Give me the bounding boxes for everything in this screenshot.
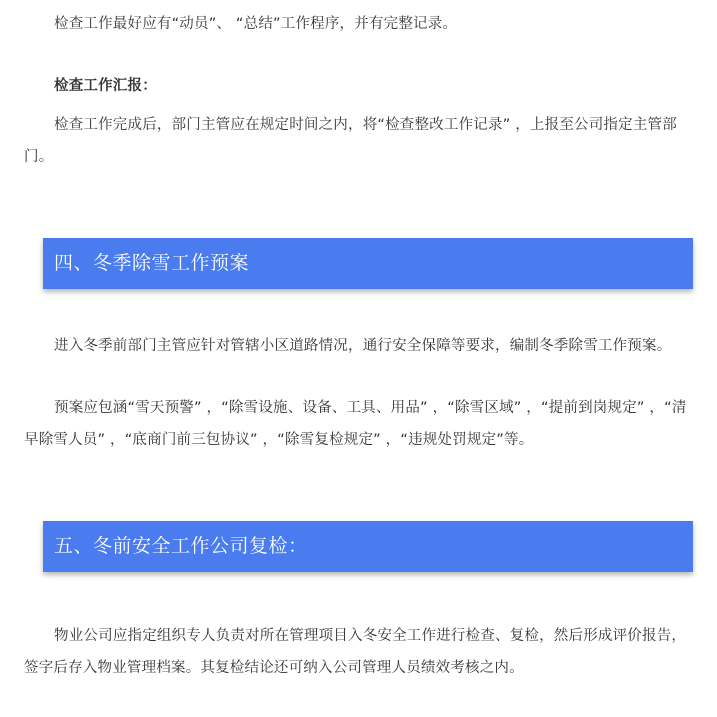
- section-banner-winter-snow-plan: [43, 238, 693, 289]
- paragraph-inspection-procedure: 检查工作最好应有“动员”、 “总结”工作程序，并有完整记录。: [54, 16, 458, 32]
- section-banner-safety-recheck: [43, 521, 693, 572]
- section-title-safety-recheck: 五、冬前安全工作公司复检：: [54, 535, 308, 557]
- paragraph-plan-contents: 预案应包涵“雪天预警” ，“除雪设施、设备、工具、用品” ，“除雪区域” ，“提前到岗规定” ，“清早除雪人员” ，“底商门前三包协议” ，“除雪复检规定” ，“违规处罚规定”等。: [24, 400, 687, 448]
- subheading-inspection-report: 检查工作汇报：: [54, 78, 157, 94]
- paragraph-winter-plan-intro: 进入冬季前部门主管应针对管辖小区道路情况，通行安全保障等要求，编制冬季除雪工作预案。: [54, 338, 672, 354]
- paragraph-inspection-report: 检查工作完成后，部门主管应在规定时间之内，将“检查整改工作记录” ，上报至公司指定主管部门。: [24, 117, 677, 165]
- paragraph-safety-recheck: 物业公司应指定组织专人负责对所在管理项目入冬安全工作进行检查、复检，然后形成评价报告，签字后存入物业管理档案。其复检结论还可纳入公司管理人员绩效考核之内。: [24, 628, 687, 676]
- section-title-winter-snow-plan: 四、冬季除雪工作预案: [54, 252, 250, 274]
